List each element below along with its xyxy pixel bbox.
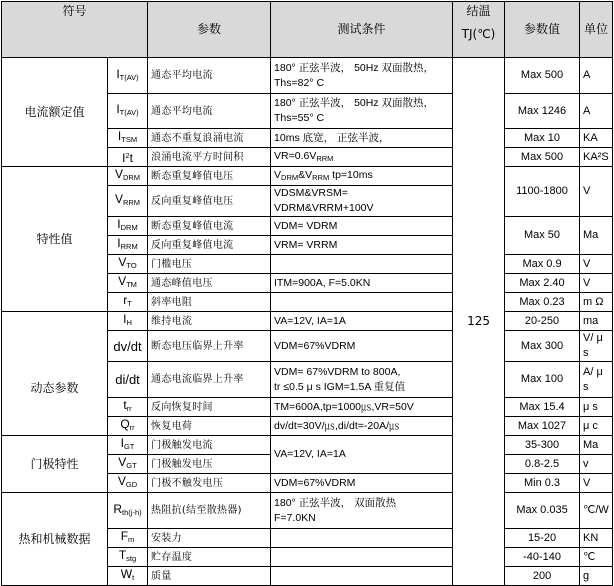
symbol-idrm: $I_{DRM}$	[108, 217, 148, 236]
param-vgt: 门极触发电压	[148, 455, 271, 474]
category-dynamic: 动态参数	[2, 312, 108, 436]
unit-vgd: V	[580, 474, 613, 493]
symbol-trr: $t_{rr}$	[108, 398, 148, 417]
table-row	[2, 436, 613, 455]
symbol-tstg: $T_{stg}$	[108, 548, 148, 567]
param-trr: 反向恢复时间	[148, 398, 271, 417]
table-row	[2, 58, 613, 94]
value-igt: 35-300	[505, 436, 580, 455]
value-di-dt: Max 100	[505, 362, 580, 398]
value-ih: 20-250	[505, 312, 580, 331]
param-vtm: 通态峰值电压	[148, 274, 271, 293]
param-wt: 质量	[148, 567, 271, 586]
symbol-it-av-2: $I_{T(AV)}$	[108, 94, 148, 129]
value-idrm-irrm: Max 50	[505, 217, 580, 255]
unit-vtm: V	[580, 274, 613, 293]
unit-rt: m Ω	[580, 293, 613, 312]
symbol-vgt: $V_{GT}$	[108, 455, 148, 474]
unit-it-av-1: A	[580, 58, 613, 94]
cond-vrrm: VDSM&VRSM= VDRM&VRRM+100V	[271, 186, 453, 217]
value-fm: 15-20	[505, 529, 580, 548]
unit-i2t: KA²S	[580, 148, 613, 167]
param-fm: 安装力	[148, 529, 271, 548]
table-row	[2, 167, 613, 186]
param-qrr: 恢复电荷	[148, 417, 271, 436]
symbol-it-av-1: $I_{T(AV)}$	[108, 58, 148, 94]
unit-fm: KN	[580, 529, 613, 548]
param-tstg: 贮存温度	[148, 548, 271, 567]
symbol-i2t: $I^2t$	[108, 148, 148, 167]
cond-idrm: VDM= VDRM	[271, 217, 453, 236]
symbol-qrr: $Q_{rr}$	[108, 417, 148, 436]
symbol-vto: $V_{TO}$	[108, 255, 148, 274]
symbol-dv-dt: dv/dt	[108, 331, 148, 362]
unit-wt: g	[580, 567, 613, 586]
unit-itsm: KA	[580, 129, 613, 148]
unit-qrr: μ c	[580, 417, 613, 436]
header-unit: 单位	[580, 2, 613, 58]
param-i2t: 浪涌电流平方时间积	[148, 148, 271, 167]
param-dv-dt: 断态电压临界上升率	[148, 331, 271, 362]
unit-di-dt: A/ μ s	[580, 362, 613, 398]
category-thermal-mechanical: 热和机械数据	[2, 493, 108, 586]
table-row	[2, 493, 613, 529]
symbol-rth: $R_{th(j-h)}$	[108, 493, 148, 529]
cond-irrm: VRM= VRRM	[271, 236, 453, 255]
cond-tstg	[271, 548, 453, 567]
cond-vdrm: $V_{DRM}\&V_{RRM}$ tp=10ms	[271, 167, 453, 186]
category-gate: 门极特性	[2, 436, 108, 493]
category-rated-current: 电流额定值	[2, 58, 108, 167]
param-vgd: 门极不触发电压	[148, 474, 271, 493]
cond-qrr: dv/dt=30V/㎲,di/dt=-20A/㎲	[271, 417, 453, 436]
value-dv-dt: Max 300	[505, 331, 580, 362]
symbol-wt: $W_t$	[108, 567, 148, 586]
header-value: 参数值	[505, 2, 580, 58]
unit-tstg: ℃	[580, 548, 613, 567]
param-vrrm: 反向重复峰值电压	[148, 186, 271, 217]
cond-igt-vgt: VA=12V, IA=1A	[271, 436, 453, 474]
param-rth: 热阻抗(结至散热器)	[148, 493, 271, 529]
param-idrm: 断态重复峰值电流	[148, 217, 271, 236]
value-vgt: 0.8-2.5	[505, 455, 580, 474]
value-rth: Max 0.035	[505, 493, 580, 529]
symbol-fm: $F_m$	[108, 529, 148, 548]
value-trr: Max 15.4	[505, 398, 580, 417]
value-i2t: Max 500	[505, 148, 580, 167]
value-qrr: Max 1027	[505, 417, 580, 436]
value-tstg: -40-140	[505, 548, 580, 567]
cond-i2t: $VR=0.6V_{RRM}$	[271, 148, 453, 167]
cond-wt	[271, 567, 453, 586]
cond-vgd: VDM=67%VDRM	[271, 474, 453, 493]
cond-fm	[271, 529, 453, 548]
header-junction-temp	[453, 2, 505, 58]
symbol-irrm: $I_{RRM}$	[108, 236, 148, 255]
param-it-av-2: 通态平均电流	[148, 94, 271, 129]
symbol-di-dt: di/dt	[108, 362, 148, 398]
category-characteristics: 特性值	[2, 167, 108, 312]
symbol-vdrm: $V_{DRM}$	[108, 167, 148, 186]
unit-it-av-2: A	[580, 94, 613, 129]
param-igt: 门极触发电流	[148, 436, 271, 455]
cond-ih: VA=12V, IA=1A	[271, 312, 453, 331]
cond-it-av-1: 180° 正弦半波， 50Hz 双面散热， Ths=82° C	[271, 58, 453, 94]
value-vto: Max 0.9	[505, 255, 580, 274]
unit-trr: μ s	[580, 398, 613, 417]
unit-dv-dt: V/ μ s	[580, 331, 613, 362]
cond-rth: 180° 正弦半波， 双面散热 F=7.0KN	[271, 493, 453, 529]
symbol-ih: $I_H$	[108, 312, 148, 331]
param-vto: 门槛电压	[148, 255, 271, 274]
parameter-table	[1, 1, 613, 586]
unit-vto: V	[580, 255, 613, 274]
param-rt: 斜率电阻	[148, 293, 271, 312]
symbol-itsm: $I_{TSM}$	[108, 129, 148, 148]
value-vtm: Max 2.40	[505, 274, 580, 293]
symbol-igt: $I_{GT}$	[108, 436, 148, 455]
symbol-vgd: $V_{GD}$	[108, 474, 148, 493]
param-it-av-1: 通态平均电流	[148, 58, 271, 94]
cond-vto	[271, 255, 453, 274]
param-irrm: 反向重复峰值电流	[148, 236, 271, 255]
symbol-rt: $r_T$	[108, 293, 148, 312]
unit-igt: Ma	[580, 436, 613, 455]
value-it-av-1: Max 500	[505, 58, 580, 94]
value-it-av-2: Max 1246	[505, 94, 580, 129]
symbol-vtm: $V_{TM}$	[108, 274, 148, 293]
value-rt: Max 0.23	[505, 293, 580, 312]
unit-idrm-irrm: Ma	[580, 217, 613, 255]
header-junction-temp-line2: TJ(℃)	[461, 27, 496, 41]
param-vdrm: 断态重复峰值电压	[148, 167, 271, 186]
value-itsm: Max 10	[505, 129, 580, 148]
header-junction-temp-line1: 结温	[466, 4, 491, 18]
cond-vtm: ITM=900A, F=5.0KN	[271, 274, 453, 293]
value-vdrm-vrrm: 1100-1800	[505, 167, 580, 217]
unit-vgt: v	[580, 455, 613, 474]
cond-dv-dt: VDM=67%VDRM	[271, 331, 453, 362]
unit-ih: ma	[580, 312, 613, 331]
unit-rth: ℃/W	[580, 493, 613, 529]
cond-trr: TM=600A,tp=1000㎲,VR=50V	[271, 398, 453, 417]
header-conditions: 测试条件	[271, 2, 453, 58]
param-di-dt: 通态电流临界上升率	[148, 362, 271, 398]
cond-it-av-2: 180° 正弦半波， 50Hz 双面散热， Ths=55° C	[271, 94, 453, 129]
header-symbol: 符号	[2, 2, 148, 58]
cond-itsm: 10ms 底宽， 正弦半波，	[271, 129, 453, 148]
junction-temp-value: 125	[453, 58, 505, 586]
unit-vdrm-vrrm: V	[580, 167, 613, 217]
value-wt: 200	[505, 567, 580, 586]
header-parameter: 参数	[148, 2, 271, 58]
cond-di-dt: VDM= 67%VDRM to 800A, tr ≤0.5 μ s IGM=1.5A 重复值	[271, 362, 453, 398]
value-vgd: Min 0.3	[505, 474, 580, 493]
param-ih: 维持电流	[148, 312, 271, 331]
table-row	[2, 312, 613, 331]
param-itsm: 通态不重复浪涌电流	[148, 129, 271, 148]
cond-rt	[271, 293, 453, 312]
symbol-vrrm: $V_{RRM}$	[108, 186, 148, 217]
